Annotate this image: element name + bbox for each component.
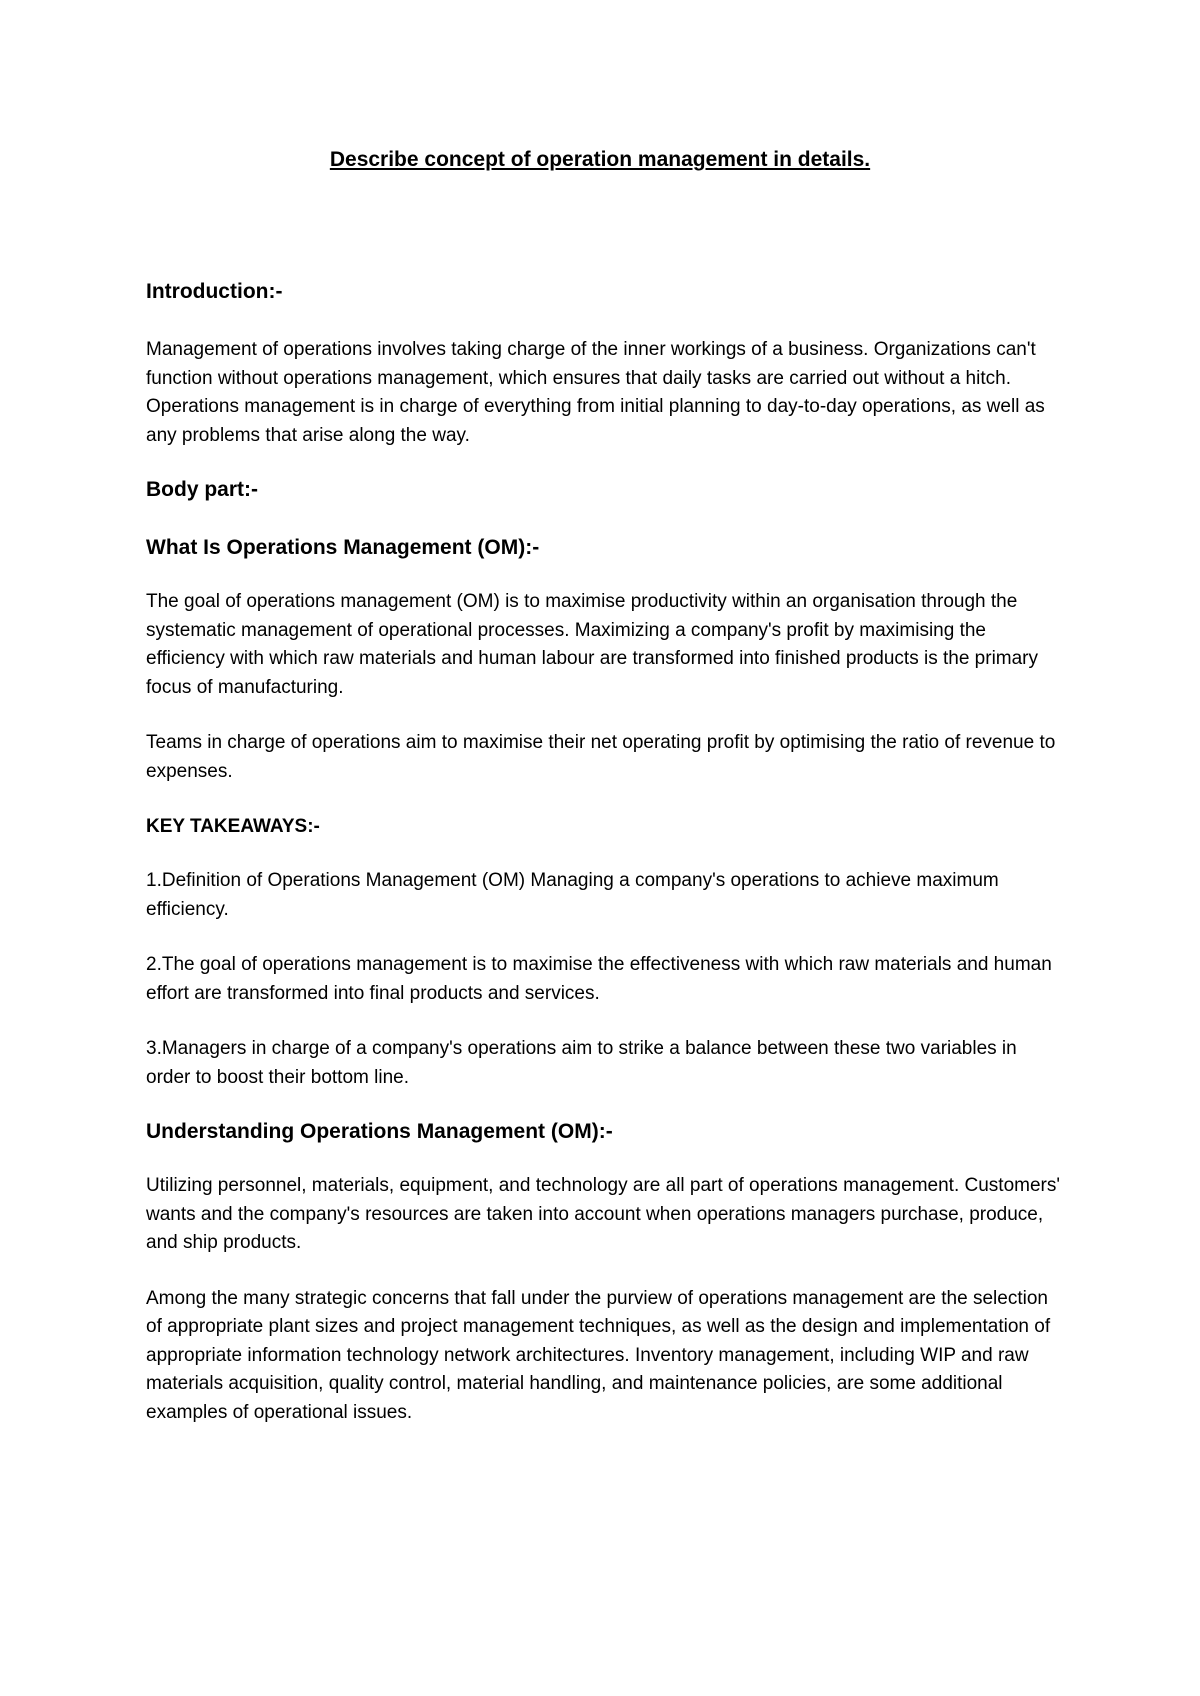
- document-title: Describe concept of operation management in details.: [329, 148, 871, 171]
- body-heading: Body part:-: [146, 478, 258, 501]
- om-paragraph-2: Teams in charge of operations aim to maximise their net operating profit by optimising the ratio of revenue to expenses.: [146, 732, 1056, 782]
- takeaway-item: 2.The goal of operations management is to maximise the effectiveness with which raw materials and human effort are transformed into final products and services.: [146, 954, 1052, 1004]
- takeaway-item: 3.Managers in charge of a company's operations aim to strike a balance between these two variables in order to boost their bottom line.: [146, 1038, 1017, 1088]
- om-paragraph-1: The goal of operations management (OM) is to maximise productivity within an organisation through the systematic management of operational processes. Maximizing a company's profit by maximising the efficiency with which raw materials and human labour are transformed into finished products is the primary focus of manufacturing.: [146, 591, 1039, 698]
- takeaways-heading: KEY TAKEAWAYS:-: [146, 816, 320, 837]
- understanding-paragraph-2: Among the many strategic concerns that fall under the purview of operations management are the selection of appropriate plant sizes and project management techniques, as well as the design and implementation of appropriate information technology network architectures. Inventory management, including WIP and raw materials acquisition, quality control, material handling, and maintenance policies, are some additional examples of operational issues.: [146, 1287, 1051, 1423]
- om-heading: What Is Operations Management (OM):-: [146, 536, 540, 559]
- understanding-heading: Understanding Operations Management (OM):-: [146, 1120, 613, 1143]
- intro-paragraph: Management of operations involves taking charge of the inner workings of a business. Organizations can't function without operations management, which ensures that daily tasks are carried out without a hitch. Operations management is in charge of everything from initial planning to day-to-day operations, as well as any problems that arise along the way.: [146, 339, 1045, 446]
- intro-heading: Introduction:-: [146, 280, 283, 303]
- understanding-paragraph-1: Utilizing personnel, materials, equipment, and technology are all part of operations management. Customers' wants and the company's resources are taken into account when operations managers purchase, produce, and ship products.: [146, 1175, 1061, 1253]
- takeaway-item: 1.Definition of Operations Management (OM) Managing a company's operations to achieve maximum efficiency.: [146, 870, 999, 920]
- document-body: [146, 278, 1066, 1427]
